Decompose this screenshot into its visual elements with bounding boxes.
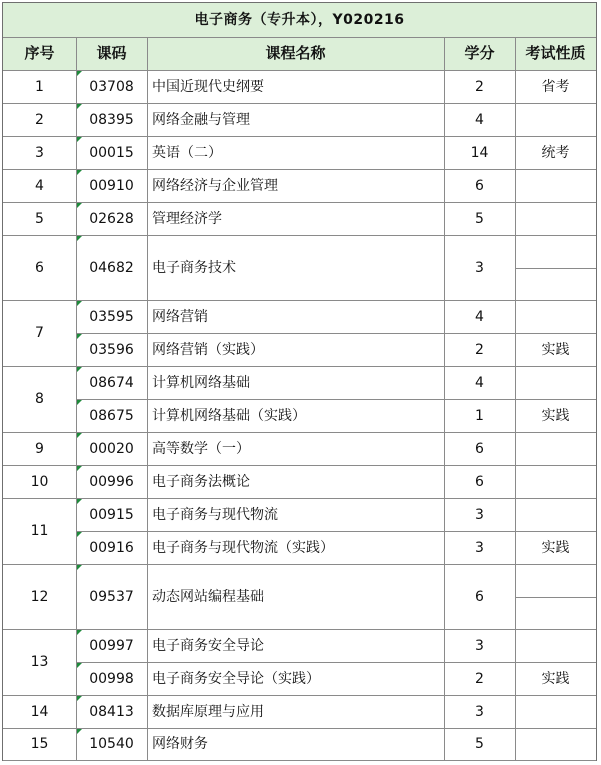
credit-cell: 2 [475, 341, 484, 358]
seq-cell: 15 [30, 736, 49, 752]
seq-cell: 5 [35, 210, 44, 227]
name-cell: 动态网站编程基础 [152, 588, 264, 605]
course-table [2, 2, 597, 761]
cell-split-rule [515, 597, 596, 598]
cell-marker-icon [77, 236, 82, 241]
code-cell: 00997 [89, 637, 134, 654]
seq-cell: 7 [35, 325, 44, 341]
cell-marker-icon [77, 630, 82, 635]
credit-cell: 5 [475, 736, 484, 752]
name-cell: 电子商务安全导论（实践） [152, 670, 320, 687]
credit-cell: 6 [475, 177, 484, 194]
name-cell: 电子商务与现代物流 [152, 506, 278, 523]
credit-cell: 3 [475, 539, 484, 556]
code-cell: 08675 [89, 407, 134, 424]
header-exam: 考试性质 [525, 44, 586, 62]
name-cell: 网络营销 [152, 308, 208, 325]
credit-cell: 2 [475, 670, 484, 687]
credit-cell: 3 [475, 703, 484, 720]
name-cell: 计算机网络基础 [152, 374, 250, 391]
credit-cell: 3 [475, 637, 484, 654]
cell-marker-icon [77, 532, 82, 537]
exam-cell [515, 432, 596, 465]
name-cell: 网络财务 [152, 736, 208, 752]
cell-marker-icon [77, 71, 82, 76]
cell-marker-icon [77, 400, 82, 405]
header-credit: 学分 [464, 44, 495, 62]
name-cell: 网络经济与企业管理 [152, 177, 278, 194]
credit-cell: 3 [475, 259, 484, 276]
cell-marker-icon [77, 104, 82, 109]
credit-cell: 5 [475, 210, 484, 227]
row-rule [3, 760, 76, 761]
header-code: 课码 [96, 44, 127, 62]
code-cell: 08395 [89, 111, 134, 128]
seq-cell: 3 [35, 144, 44, 161]
code-cell: 00996 [89, 473, 134, 490]
cell-marker-icon [77, 729, 82, 734]
code-cell: 09537 [89, 588, 134, 605]
code-cell: 00020 [89, 440, 134, 457]
name-cell: 电子商务安全导论 [152, 637, 264, 654]
exam-cell: 实践 [541, 670, 570, 687]
exam-cell [515, 366, 596, 399]
cell-marker-icon [77, 696, 82, 701]
cell-marker-icon [77, 170, 82, 175]
cell-marker-icon [77, 334, 82, 339]
code-cell: 02628 [89, 210, 134, 227]
code-cell: 00015 [89, 144, 134, 161]
cell-marker-icon [77, 565, 82, 570]
cell-marker-icon [77, 433, 82, 438]
code-cell: 00910 [89, 177, 134, 194]
row-rule [76, 760, 596, 761]
seq-cell: 1 [35, 78, 44, 95]
seq-cell: 13 [30, 654, 49, 670]
name-cell: 管理经济学 [152, 210, 222, 227]
exam-cell [515, 465, 596, 498]
code-cell: 00998 [89, 670, 134, 687]
credit-cell: 6 [475, 588, 484, 605]
code-cell: 10540 [89, 736, 134, 752]
credit-cell: 4 [475, 374, 484, 391]
exam-cell [515, 202, 596, 235]
seq-cell: 8 [35, 391, 44, 407]
exam-cell: 实践 [541, 341, 570, 358]
cell-marker-icon [77, 301, 82, 306]
seq-cell: 2 [35, 111, 44, 128]
exam-cell [515, 629, 596, 662]
header-seq: 序号 [24, 44, 55, 62]
credit-cell: 6 [475, 473, 484, 490]
code-cell: 00915 [89, 506, 134, 523]
name-cell: 中国近现代史纲要 [152, 78, 264, 95]
credit-cell: 3 [475, 506, 484, 523]
code-cell: 08413 [89, 703, 134, 720]
credit-cell: 4 [475, 111, 484, 128]
seq-cell: 9 [35, 440, 44, 457]
credit-cell: 6 [475, 440, 484, 457]
cell-marker-icon [77, 203, 82, 208]
code-cell: 03595 [89, 308, 134, 325]
exam-cell [515, 695, 596, 728]
cell-marker-icon [77, 367, 82, 372]
name-cell: 计算机网络基础（实践） [152, 407, 306, 424]
exam-cell: 实践 [541, 407, 570, 424]
cell-split-rule [515, 268, 596, 269]
code-cell: 00916 [89, 539, 134, 556]
exam-cell: 省考 [541, 78, 570, 95]
code-cell: 04682 [89, 259, 134, 276]
name-cell: 电子商务技术 [152, 259, 236, 276]
header-name: 课程名称 [265, 44, 326, 62]
seq-cell: 11 [30, 523, 49, 539]
code-cell: 03708 [89, 78, 134, 95]
exam-cell: 实践 [541, 539, 570, 556]
exam-cell [515, 103, 596, 136]
code-cell: 08674 [89, 374, 134, 391]
name-cell: 高等数学（一） [152, 440, 250, 457]
credit-cell: 4 [475, 308, 484, 325]
cell-marker-icon [77, 663, 82, 668]
credit-cell: 1 [475, 407, 484, 424]
exam-cell [515, 728, 596, 760]
name-cell: 网络金融与管理 [152, 111, 250, 128]
seq-cell: 12 [30, 588, 49, 605]
exam-cell [515, 498, 596, 531]
exam-cell: 统考 [541, 144, 570, 161]
table-title: 电子商务（专升本），Y020216 [194, 12, 405, 28]
name-cell: 英语（二） [152, 144, 222, 161]
name-cell: 数据库原理与应用 [152, 703, 264, 720]
rule [3, 37, 596, 38]
exam-cell [515, 300, 596, 333]
name-cell: 电子商务法概论 [152, 473, 250, 490]
seq-cell: 6 [35, 259, 44, 276]
cell-marker-icon [77, 137, 82, 142]
credit-cell: 14 [470, 144, 489, 161]
credit-cell: 2 [475, 78, 484, 95]
seq-cell: 4 [35, 177, 44, 194]
name-cell: 网络营销（实践） [152, 341, 264, 358]
code-cell: 03596 [89, 341, 134, 358]
cell-marker-icon [77, 466, 82, 471]
seq-cell: 14 [30, 703, 49, 720]
cell-marker-icon [77, 499, 82, 504]
name-cell: 电子商务与现代物流（实践） [152, 539, 334, 556]
seq-cell: 10 [30, 473, 49, 490]
exam-cell [515, 169, 596, 202]
